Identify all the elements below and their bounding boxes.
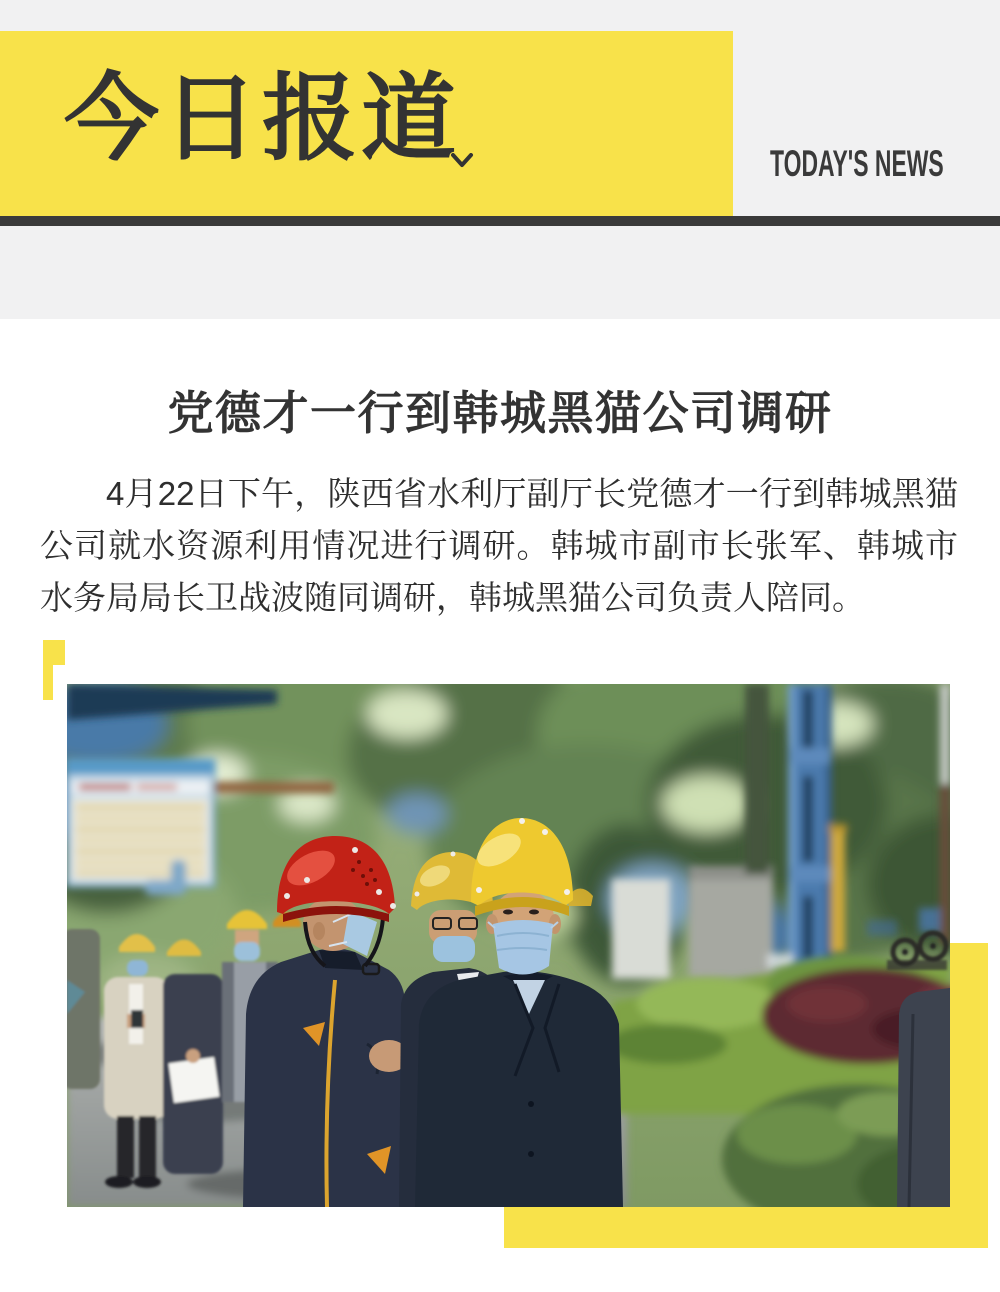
header-section xyxy=(0,0,1000,319)
chevron-down-icon xyxy=(450,153,474,169)
banner xyxy=(0,31,733,216)
photo-illustration xyxy=(67,684,950,1207)
photo-sign-board xyxy=(67,760,214,886)
photo-corner-flag-decoration xyxy=(43,640,65,700)
article-photo xyxy=(67,684,950,1207)
header-tagline: TODAY'S NEWS xyxy=(770,143,944,184)
photo-person-right-edge xyxy=(897,988,950,1207)
header-divider-bar xyxy=(0,216,1000,226)
photo-blue-pillar xyxy=(788,684,832,996)
article-paragraph: 4月22日下午，陕西省水利厅副厅长党德才一行到韩城黑猫公司就水资源利用情况进行调研。韩城市副市长张军、韩城市水务局局长卫战波随同调研，韩城黑猫公司负责人陪同。 xyxy=(40,475,958,616)
banner-title: 今日报道 xyxy=(64,66,461,172)
article-title: 党德才一行到韩城黑猫公司调研 xyxy=(167,387,833,439)
